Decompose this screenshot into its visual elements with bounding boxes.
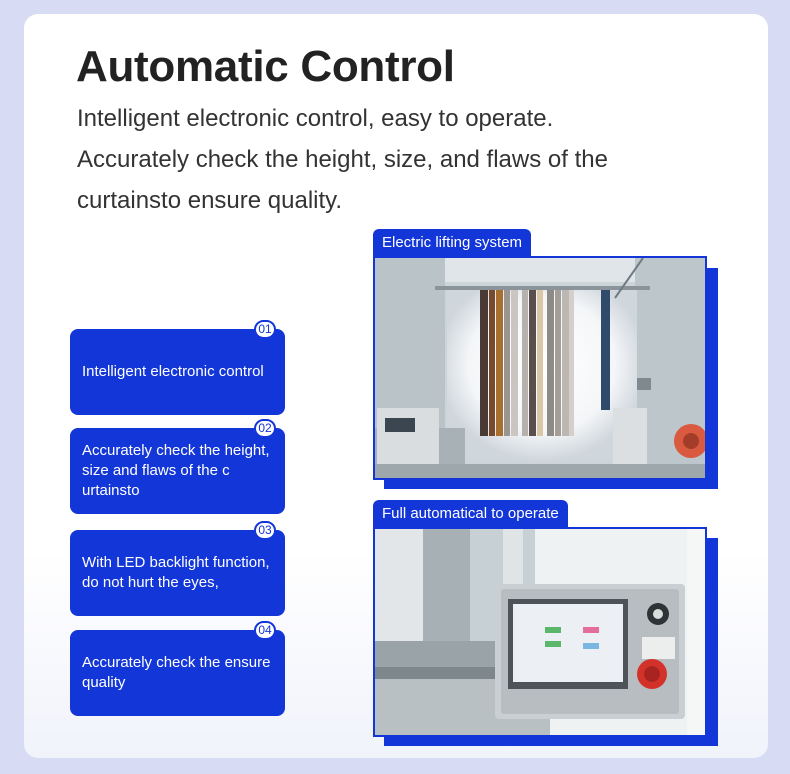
photo-block-automatic-operation: [373, 500, 718, 746]
curtain-inspection-illustration: [375, 258, 705, 478]
feature-text: Accurately check the ensure quality: [82, 654, 271, 691]
feature-number-badge: 02: [254, 419, 276, 438]
photo-label: Full automatical to operate: [373, 500, 568, 527]
feature-card-2: [70, 421, 285, 514]
feature-number-badge: 01: [254, 320, 276, 339]
intro-line-1: Intelligent electronic control, easy to operate.: [77, 105, 554, 132]
photo-label: Electric lifting system: [373, 229, 531, 256]
intro-line-2: Accurately check the height, size, and flaws of the: [77, 146, 608, 173]
feature-card-3: [70, 523, 285, 616]
photo-block-lifting-system: [373, 229, 718, 489]
intro-paragraph: [77, 98, 697, 221]
intro-line-3: curtainsto ensure quality.: [77, 187, 343, 214]
feature-card-4: [70, 623, 285, 716]
feature-text: With LED backlight function, do not hurt the eyes,: [82, 554, 270, 591]
feature-text: Accurately check the height, size and flaws of the c urtainsto: [82, 442, 270, 499]
feature-number-badge: 04: [254, 621, 276, 640]
curtain-inspection-photo: [373, 256, 707, 480]
page-title: Automatic Control: [76, 42, 455, 91]
control-panel-illustration: [375, 529, 705, 735]
feature-text: Intelligent electronic control: [82, 363, 264, 380]
control-panel-photo: [373, 527, 707, 737]
feature-card-1: [70, 322, 285, 415]
feature-number-badge: 03: [254, 521, 276, 540]
